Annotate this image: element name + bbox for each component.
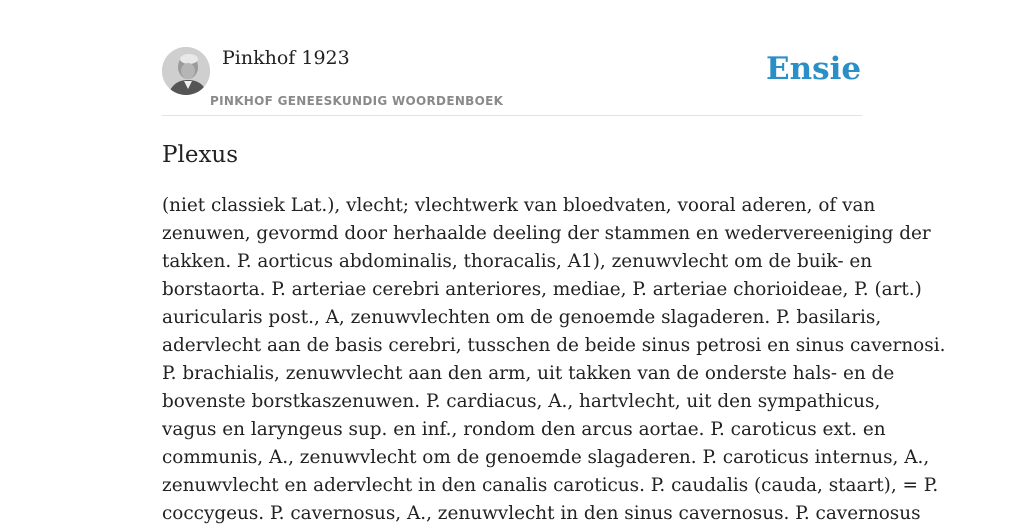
- definition-line: borstaorta. P. arteriae cerebri anteriores, mediae, P. arteriae chorioideae, P. (art.): [162, 279, 922, 300]
- author-portrait-image: [162, 47, 210, 95]
- definition-line: vagus en laryngeus sup. en inf., rondom den arcus aortae. P. caroticus ext. en: [162, 419, 886, 440]
- definition-line: bovenste borstkaszenuwen. P. cardiacus, A., hartvlecht, uit den sympathicus,: [162, 391, 881, 412]
- definition-line: communis, A., zenuwvlecht om de genoemde slagaderen. P. caroticus internus, A.,: [162, 447, 930, 468]
- definition-line: adervlecht aan de basis cerebri, tusschen de beide sinus petrosi en sinus cavernosi.: [162, 335, 946, 356]
- definition-line: zenuwen, gevormd door herhaalde deeling der stammen en wedervereeniging der: [162, 223, 931, 244]
- definition-line: P. brachialis, zenuwvlecht aan den arm, uit takken van de onderste hals- en de: [162, 363, 895, 384]
- definition-line: auricularis post., A, zenuwvlechten om de genoemde slagaderen. P. basilaris,: [162, 307, 882, 328]
- definition-line: coccygeus. P. cavernosus, A., zenuwvlecht in den sinus cavernosus. P. cavernosus: [162, 503, 921, 524]
- entry-title: Plexus: [162, 142, 239, 168]
- definition-line: zenuwvlecht en adervlecht in den canalis caroticus. P. caudalis (cauda, staart), = P.: [162, 475, 939, 496]
- book-title[interactable]: Pinkhof 1923: [222, 47, 350, 69]
- definition-line: takken. P. aorticus abdominalis, thoracalis, A1), zenuwvlecht om de buik- en: [162, 251, 873, 272]
- header-divider: [162, 115, 862, 116]
- book-subtitle: PINKHOF GENEESKUNDIG WOORDENBOEK: [210, 94, 504, 108]
- author-avatar: [162, 47, 210, 95]
- definition-line: (niet classiek Lat.), vlecht; vlechtwerk van bloedvaten, vooral aderen, of van: [162, 195, 876, 216]
- entry-definition: [162, 192, 946, 528]
- ensie-logo-link[interactable]: Ensie: [766, 51, 862, 87]
